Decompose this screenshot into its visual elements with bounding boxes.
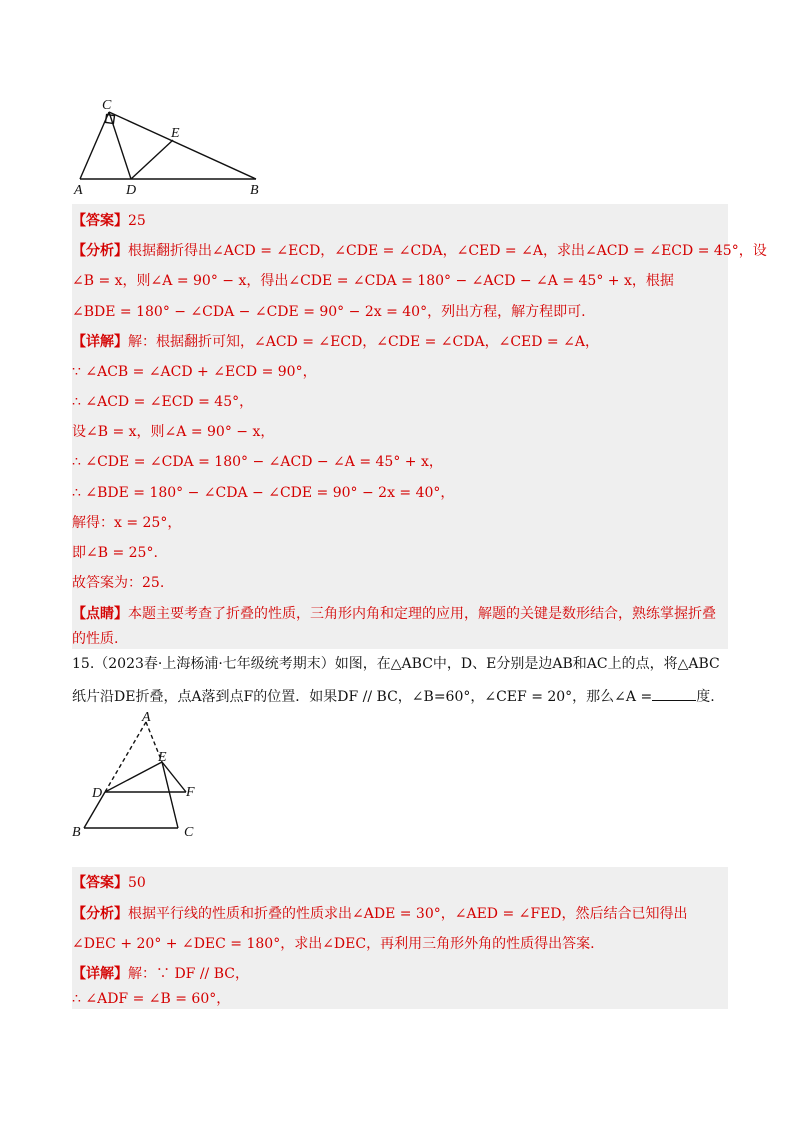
fig1-label-b: B	[250, 183, 259, 198]
fig2-label-d: D	[92, 786, 103, 801]
analysis-line-1: 【分析】根据翻折得出∠ACD = ∠ECD，∠CDE = ∠CDA，∠CED = ∠A，求出∠ACD = ∠ECD = 45°，设	[72, 243, 767, 259]
detail-line-1: 【详解】解：根据翻折可知，∠ACD = ∠ECD，∠CDE = ∠CDA，∠CED = ∠A，	[72, 334, 599, 350]
fig2-label-a: A	[142, 710, 151, 725]
step-line: 故答案为：25.	[72, 575, 165, 591]
detail-tag: 【详解】	[72, 966, 128, 982]
answer-value: 25	[128, 213, 146, 229]
analysis-line-2: ∠DEC + 20° + ∠DEC = 180°，求出∠DEC，再利用三角形外角的性质得出答案.	[72, 936, 595, 952]
detail-line-1: 【详解】解：∵ DF // BC，	[72, 966, 249, 982]
fig1-label-e: E	[171, 126, 180, 141]
step-line: 设∠B = x，则∠A = 90° − x，	[72, 424, 275, 440]
step-line: ∴ ∠ADF = ∠B = 60°，	[72, 991, 231, 1007]
fig1-label-a: A	[74, 183, 83, 198]
answer-value: 50	[128, 875, 146, 891]
fig1-label-c: C	[102, 98, 112, 113]
answer-line	[72, 873, 146, 893]
fig2-label-c: C	[184, 825, 194, 840]
fig2-label-e: E	[158, 750, 167, 765]
solution-14-block	[72, 204, 767, 649]
solution-15-block	[72, 867, 728, 1009]
answer-tag: 【答案】	[72, 213, 128, 229]
question-15-line-1: 15.（2023春·上海杨浦·七年级统考期末）如图，在△ABC中，D、E分别是边AB和AC上的点，将△ABC	[72, 656, 720, 672]
comment-tag: 【点睛】	[72, 606, 128, 622]
analysis-line-1: 【分析】根据平行线的性质和折叠的性质求出∠ADE = 30°，∠AED = ∠FED，然后结合已知得出	[72, 906, 688, 922]
step-line: ∴ ∠ACD = ∠ECD = 45°，	[72, 394, 254, 410]
figure-2-folded-triangle	[66, 710, 216, 840]
comment-line-1: 【点睛】本题主要考查了折叠的性质，三角形内角和定理的应用，解题的关键是数形结合，熟练掌握折叠	[72, 606, 716, 622]
detail-tag: 【详解】	[72, 334, 128, 350]
figure-1-triangle	[70, 95, 270, 200]
step-line: ∵ ∠ACB = ∠ACD + ∠ECD = 90°，	[72, 364, 317, 380]
analysis-tag: 【分析】	[72, 243, 128, 259]
comment-line-2: 的性质.	[72, 631, 119, 647]
step-line: 解得：x = 25°，	[72, 515, 182, 531]
question-15-line-2: 纸片沿DE折叠，点A落到点F的位置．如果DF // BC，∠B=60°，∠CEF = 20°，那么∠A = 度.	[72, 686, 715, 707]
step-line: 即∠B = 25°.	[72, 545, 158, 561]
fig2-label-b: B	[72, 825, 81, 840]
answer-tag: 【答案】	[72, 875, 128, 891]
analysis-line-2: ∠B = x，则∠A = 90° − x，得出∠CDE = ∠CDA = 180° − ∠ACD − ∠A = 45° + x，根据	[72, 273, 674, 289]
answer-blank	[652, 686, 696, 701]
analysis-tag: 【分析】	[72, 906, 128, 922]
analysis-line-3: ∠BDE = 180° − ∠CDA − ∠CDE = 90° − 2x = 40°，列出方程，解方程即可.	[72, 304, 586, 320]
step-line: ∴ ∠BDE = 180° − ∠CDA − ∠CDE = 90° − 2x = 40°，	[72, 485, 455, 501]
answer-line	[72, 211, 146, 231]
fig1-label-d: D	[126, 183, 137, 198]
fig2-label-f: F	[186, 785, 195, 800]
step-line: ∴ ∠CDE = ∠CDA = 180° − ∠ACD − ∠A = 45° + x，	[72, 454, 443, 470]
